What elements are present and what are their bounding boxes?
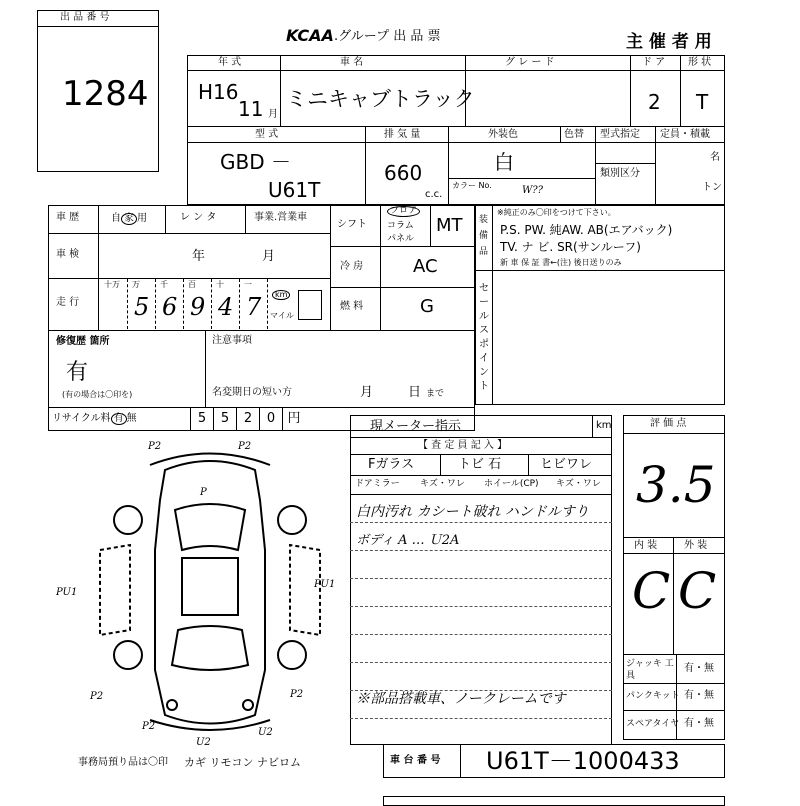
mileage-label: 走 行	[56, 297, 80, 308]
capacity-persons-unit: 名	[710, 152, 720, 163]
mileage-digit-cell	[212, 279, 240, 329]
wheel-options: キズ・ワレ	[556, 479, 601, 489]
damage-mark-3: P	[200, 487, 207, 498]
mileage-digit-cell	[240, 279, 268, 329]
displacement-label: 排 気 量	[384, 129, 421, 140]
damage-mark-7: P2	[290, 689, 304, 700]
chassis-value: U61T－1000433	[486, 747, 680, 775]
damage-mark-2: P2	[238, 441, 252, 452]
aircon-value: AC	[413, 256, 438, 277]
model-code: U61T	[268, 178, 321, 202]
inspection-year: 年	[192, 249, 206, 264]
mileage-digit: 7	[246, 293, 262, 321]
exterior-color-label: 外装色	[488, 129, 518, 140]
inspection-month: 月	[262, 249, 276, 264]
shift-panel: パネル	[387, 234, 415, 244]
tire-rear-left	[114, 641, 142, 669]
repair-note: (有の場合は〇印を)	[62, 390, 133, 399]
inspection-label: 車 検	[56, 249, 80, 260]
organizer-copy: 主 催 者 用	[626, 32, 712, 52]
mile-unit: マイル	[270, 311, 294, 320]
headlight-right	[243, 700, 253, 710]
model-label: 型 式	[255, 129, 279, 140]
mileage-digit-cell	[184, 279, 212, 329]
rear-window	[172, 626, 248, 670]
office-label: 事務局預り品は〇印	[78, 757, 168, 768]
model-prefix: GBD －	[220, 150, 291, 174]
jack-value: 有・無	[684, 663, 714, 674]
tire-rear-right	[278, 641, 306, 669]
shape-label: 形 状	[688, 57, 712, 68]
note-rule	[350, 578, 612, 579]
month-unit: 月	[268, 109, 278, 120]
note-rule	[350, 550, 612, 551]
equipment-line-3: 新 車 保 証 書←(注) 後日送りのみ	[500, 258, 622, 267]
year-value: H16	[198, 80, 239, 104]
grade-label: グ レ ー ド	[505, 57, 555, 68]
office-items: カギ リモコン ナビロム	[184, 756, 301, 769]
damage-mark-10: U2	[258, 727, 273, 738]
recycle-label: リサイクル料 有 無	[52, 413, 137, 424]
month-value: 11	[238, 97, 264, 121]
shift-value: MT	[436, 215, 463, 236]
mileage-digit-cell	[156, 279, 184, 329]
mileage-place-label: 十	[216, 280, 224, 289]
damage-mark-9: U2	[196, 737, 211, 748]
fuel-value: G	[420, 296, 434, 317]
history-label: 車 歴	[56, 212, 80, 223]
recycle-digit: 2	[236, 408, 259, 430]
repair-label: 修復歴 箇所	[56, 336, 110, 347]
note-rule	[350, 718, 612, 719]
interior-value: C	[632, 562, 671, 620]
history-private: 自 家 用	[111, 213, 147, 224]
puncture-kit-value: 有・無	[684, 690, 714, 701]
shape-value: T	[696, 90, 709, 114]
shift-column: コラム	[387, 221, 414, 231]
score-value: 3.5	[636, 456, 716, 514]
mileage-digit: 6	[162, 293, 178, 321]
headlight-left	[167, 700, 177, 710]
mileage-digit: 4	[218, 293, 234, 321]
mileage-digit: 5	[134, 293, 150, 321]
equipment-line-1: P.S. PW. 純AW. AB(エアバック)	[500, 223, 673, 237]
note-rule	[350, 662, 612, 663]
chassis-label: 車 台 番 号	[390, 755, 441, 766]
doors-value: 2	[648, 90, 661, 114]
left-side-panel	[100, 545, 130, 635]
repair-value: 有	[66, 360, 89, 385]
recycle-digit: 5	[190, 408, 213, 430]
capacity-tons-unit: トン	[702, 182, 722, 193]
tire-front-left	[114, 506, 142, 534]
name-change-label: 名変期日の短い方	[212, 387, 292, 398]
sales-point-label: セ ー ル ス ポ イ ン ト	[479, 283, 489, 392]
bottom-partial-box	[383, 796, 725, 806]
displacement-value: 660	[384, 161, 423, 185]
recycle-unit: 円	[282, 408, 305, 430]
recycle-digit: 5	[213, 408, 236, 430]
shift-floor: フロア	[387, 206, 420, 217]
exterior-color-value: 白	[494, 150, 514, 174]
recycle-digit: 0	[259, 408, 282, 430]
exterior-grade-label: 外 装	[684, 540, 708, 551]
name-change-day: 日	[408, 385, 422, 400]
name-label: 車 名	[340, 57, 364, 68]
inspector-title: 【 査 定 員 記 入 】	[418, 440, 508, 451]
lot-number: 1284	[62, 74, 149, 114]
note-rule	[350, 634, 612, 635]
lot-label: 出 品 番 号	[60, 12, 110, 23]
wheel-label: ホイール(CP)	[484, 479, 539, 489]
front-windshield	[175, 504, 245, 550]
puncture-kit-label: パンクキット	[626, 691, 680, 701]
damage-mark-1: P2	[148, 441, 162, 452]
inspector-note-2: ボディ A … Ｕ2A	[356, 533, 460, 548]
front-bumper	[150, 454, 270, 466]
crack-label: ヒビワレ	[540, 457, 593, 472]
capacity-label: 定員・積載	[660, 129, 710, 140]
equipment-label: 装 備 品	[479, 215, 489, 257]
mileage-place-label: 一	[244, 280, 252, 289]
caution-label: 注意事項	[212, 335, 252, 346]
aircon-label: 冷 房	[340, 261, 364, 272]
history-rental: レ ン タ	[180, 212, 217, 223]
color-number-value: W??	[522, 185, 544, 196]
jack-label: ジャッキ 工 具	[626, 659, 674, 681]
year-label: 年 式	[218, 57, 242, 68]
inspector-note-1: 白内汚れ カシート破れ ハンドルすり	[356, 504, 589, 520]
color-number-label: カラー No.	[452, 181, 492, 190]
tire-front-right	[278, 506, 306, 534]
recycle-digits	[190, 408, 306, 430]
car-outline	[155, 461, 265, 724]
note-rule	[350, 522, 612, 523]
spare-tire-value: 有・無	[684, 718, 714, 729]
doors-label: ド ア	[642, 57, 666, 68]
mileage-digit-cell	[100, 279, 128, 329]
score-label: 評 価 点	[650, 418, 687, 429]
right-side-panel	[290, 545, 320, 635]
equipment-line-2: TV. ナ ビ. SR(サンルーフ)	[500, 240, 641, 254]
mileage-digits	[100, 279, 330, 329]
mileage-digit: 9	[190, 293, 206, 321]
mileage-digit-cell	[128, 279, 156, 329]
damage-mark-4: PU1	[56, 587, 78, 598]
color-change-label: 色替	[564, 129, 584, 140]
form-title: .グループ 出 品 票	[334, 29, 441, 44]
meter-label: 現メーター指示	[370, 419, 462, 434]
interior-label: 内 装	[634, 540, 658, 551]
brand-logo: KCAA	[286, 26, 334, 45]
mileage-place-label: 十万	[104, 280, 120, 289]
fuel-label: 燃 料	[340, 301, 364, 312]
shift-label: シフト	[337, 219, 367, 230]
meter-unit: km	[596, 420, 612, 431]
exterior-grade-value: C	[678, 562, 717, 620]
damage-mark-5: PU1	[314, 579, 336, 590]
cc-unit: c.c.	[425, 189, 443, 200]
equipment-note: ※純正のみ〇印をつけて下さい。	[497, 208, 616, 217]
mileage-place-label: 千	[160, 280, 168, 289]
inspector-note-3: ※部品搭載車、ノークレームです	[356, 691, 566, 707]
roof	[182, 558, 238, 615]
type-designation-label: 型式指定	[600, 129, 640, 140]
km-unit: km	[272, 290, 290, 300]
class-label: 類別区分	[600, 168, 640, 179]
mileage-place-label: 百	[188, 280, 196, 289]
name-change-until: まで	[426, 389, 445, 399]
f-glass-label: Fガラス	[368, 457, 415, 472]
name-change-month: 月	[360, 385, 374, 400]
history-business: 事業.営業車	[254, 212, 308, 223]
chip-label: トビ 石	[458, 457, 502, 472]
note-rule	[350, 606, 612, 607]
vehicle-name: ミニキャブトラック	[286, 87, 475, 111]
mileage-place-label: 万	[132, 280, 140, 289]
spare-tire-label: スペアタイヤ	[626, 719, 680, 729]
damage-mark-8: P2	[142, 721, 156, 732]
damage-mark-6: P2	[90, 691, 104, 702]
mirror-options: キズ・ワレ	[420, 479, 465, 489]
door-mirror-label: ドアミラー	[355, 479, 400, 489]
rear-bumper	[150, 720, 270, 730]
mile-checkbox	[298, 290, 322, 320]
